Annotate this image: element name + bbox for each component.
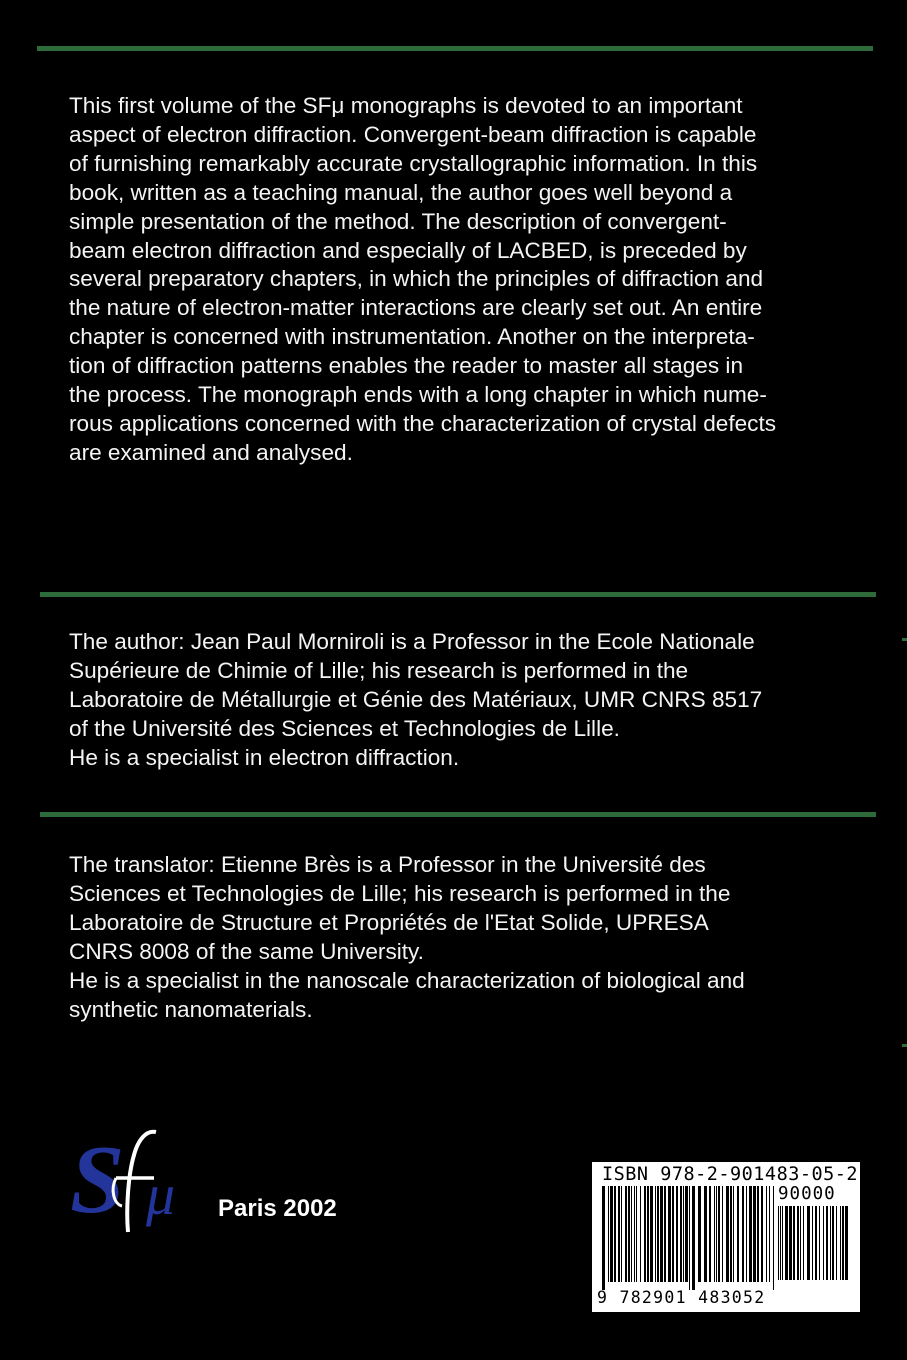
- barcode-bar: [608, 1186, 609, 1282]
- translator-line: He is a specialist in the nanoscale characterization of biological and: [69, 967, 745, 993]
- author-line: Laboratoire de Métallurgie et Génie des Matériaux, UMR CNRS 8517: [69, 686, 763, 712]
- barcode-bar: [676, 1186, 678, 1282]
- barcode-bar: [757, 1186, 759, 1282]
- description-line: the process. The monograph ends with a long chapter in which nume-: [69, 382, 767, 408]
- barcode-bar: [746, 1186, 747, 1282]
- barcode-bar: [621, 1186, 622, 1282]
- barcode-bar: [749, 1186, 752, 1282]
- barcode-bar: [689, 1186, 690, 1290]
- barcode-bar: [726, 1186, 729, 1282]
- sfmu-logo: [70, 1120, 190, 1235]
- description-line: several preparatory chapters, in which the principles of diffraction and: [69, 266, 764, 292]
- isbn-barcode: [592, 1162, 860, 1312]
- barcode-bar: [655, 1186, 656, 1282]
- barcode-bar: [680, 1186, 682, 1282]
- barcode-bar: [718, 1186, 720, 1282]
- barcode-bar: [628, 1186, 630, 1282]
- barcode-bar: [797, 1206, 799, 1280]
- barcode-bar: [832, 1206, 834, 1280]
- barcode-bar: [650, 1186, 653, 1282]
- translator-line: The translator: Etienne Brès is a Professor in the Université des: [69, 852, 706, 877]
- barcode-bar: [730, 1186, 732, 1282]
- translator-line: Sciences et Technologies de Lille; his research is performed in the: [69, 880, 731, 906]
- barcode-bar: [664, 1186, 666, 1282]
- barcode-bar: [668, 1186, 671, 1282]
- barcode-bar: [634, 1186, 635, 1282]
- barcode-bar: [793, 1206, 795, 1280]
- barcode-bar: [761, 1186, 763, 1282]
- barcode-bar: [722, 1186, 723, 1282]
- barcode-bar: [714, 1186, 715, 1282]
- barcode-bar: [647, 1186, 649, 1282]
- barcode-bar: [716, 1186, 717, 1282]
- author-line: Supérieure de Chimie of Lille; his research is performed in the: [69, 657, 689, 683]
- translator-line: CNRS 8008 of the same University.: [69, 938, 424, 964]
- barcode-bar: [704, 1186, 707, 1282]
- barcode-bar: [766, 1186, 767, 1282]
- description-line: This first volume of the SFμ monographs is devoted to an important: [69, 93, 743, 118]
- barcode-bar: [614, 1186, 616, 1282]
- barcode-bar: [823, 1206, 824, 1280]
- description-line: the nature of electron-matter interactions are clearly set out. An entire: [69, 295, 763, 321]
- barcode-bar: [698, 1186, 701, 1282]
- barcode-bar: [842, 1206, 844, 1280]
- description-line: tion of diffraction patterns enables the reader to master all stages in: [69, 353, 744, 379]
- lower-divider: [40, 812, 876, 817]
- price-addon-code: 90000: [778, 1184, 836, 1204]
- barcode-bar: [830, 1206, 831, 1280]
- author-line: He is a specialist in electron diffraction.: [69, 744, 460, 770]
- ean-digits: 9 782901 483052: [597, 1288, 766, 1307]
- barcode-bar: [672, 1186, 674, 1282]
- edge-mark: [902, 1044, 907, 1047]
- middle-divider: [40, 592, 876, 597]
- barcode-bar: [778, 1206, 779, 1280]
- barcode-bar: [683, 1186, 684, 1282]
- description-line: simple presentation of the method. The description of convergent-: [69, 208, 727, 234]
- svg-text:S: S: [70, 1126, 125, 1234]
- barcode-bar: [631, 1186, 632, 1282]
- translator-bio: [69, 851, 745, 1024]
- author-line: The author: Jean Paul Morniroli is a Professor in the Ecole Nationale: [69, 629, 755, 654]
- author-line: of the Université des Sciences et Technologies de Lille.: [69, 715, 620, 741]
- description-line: aspect of electron diffraction. Convergent-beam diffraction is capable: [69, 121, 757, 147]
- description-line: chapter is concerned with instrumentation. Another on the interpreta-: [69, 324, 755, 350]
- barcode-bar: [800, 1206, 801, 1280]
- barcode-bar: [625, 1186, 627, 1282]
- barcode-bar: [737, 1186, 739, 1282]
- barcode-bar: [733, 1186, 734, 1282]
- barcode-bar: [753, 1186, 756, 1282]
- barcode-bar: [826, 1206, 828, 1280]
- barcode-bar: [780, 1206, 781, 1280]
- description-line: rous applications concerned with the characterization of crystal defects: [69, 410, 777, 436]
- barcode-bar: [685, 1186, 688, 1282]
- edge-mark: [902, 638, 907, 641]
- barcode-bar: [773, 1186, 774, 1290]
- barcode-bar: [785, 1206, 788, 1280]
- barcode-bar: [815, 1206, 817, 1280]
- description-line: are examined and analysed.: [69, 439, 353, 465]
- top-divider: [37, 46, 873, 51]
- place-and-date: Paris 2002: [218, 1195, 337, 1222]
- book-description: [69, 92, 776, 468]
- barcode-bar: [845, 1206, 848, 1280]
- barcode-bars: [602, 1186, 778, 1290]
- barcode-bar: [657, 1186, 659, 1282]
- barcode-bar: [618, 1186, 620, 1282]
- barcode-bar: [610, 1186, 613, 1282]
- barcode-bar: [742, 1186, 744, 1282]
- barcode-bar: [812, 1206, 813, 1280]
- barcode-bar: [640, 1186, 641, 1282]
- author-bio: [69, 628, 762, 773]
- barcode-bar: [636, 1186, 637, 1282]
- description-line: book, written as a teaching manual, the author goes well beyond a: [69, 179, 733, 205]
- barcode-bar: [644, 1186, 646, 1282]
- barcode-bar: [602, 1186, 605, 1290]
- translator-line: Laboratoire de Structure et Propriétés de l'Etat Solide, UPRESA: [69, 909, 709, 935]
- barcode-bar: [782, 1206, 783, 1280]
- barcode-bar: [789, 1206, 792, 1280]
- description-line: of furnishing remarkably accurate crystallographic information. In this: [69, 150, 758, 176]
- addon-bars: [778, 1206, 850, 1288]
- barcode-bar: [692, 1186, 695, 1290]
- barcode-bar: [709, 1186, 711, 1282]
- barcode-bar: [807, 1206, 810, 1280]
- barcode-bar: [803, 1206, 804, 1280]
- barcode-bar: [836, 1206, 837, 1280]
- barcode-bar: [840, 1206, 841, 1280]
- isbn-label: ISBN 978-2-901483-05-2: [602, 1164, 859, 1185]
- barcode-bar: [769, 1186, 770, 1282]
- svg-text:μ: μ: [146, 1162, 176, 1227]
- barcode-bar: [660, 1186, 663, 1282]
- translator-line: synthetic nanomaterials.: [69, 996, 313, 1022]
- description-line: beam electron diffraction and especially of LACBED, is preceded by: [69, 237, 747, 263]
- barcode-bar: [819, 1206, 820, 1280]
